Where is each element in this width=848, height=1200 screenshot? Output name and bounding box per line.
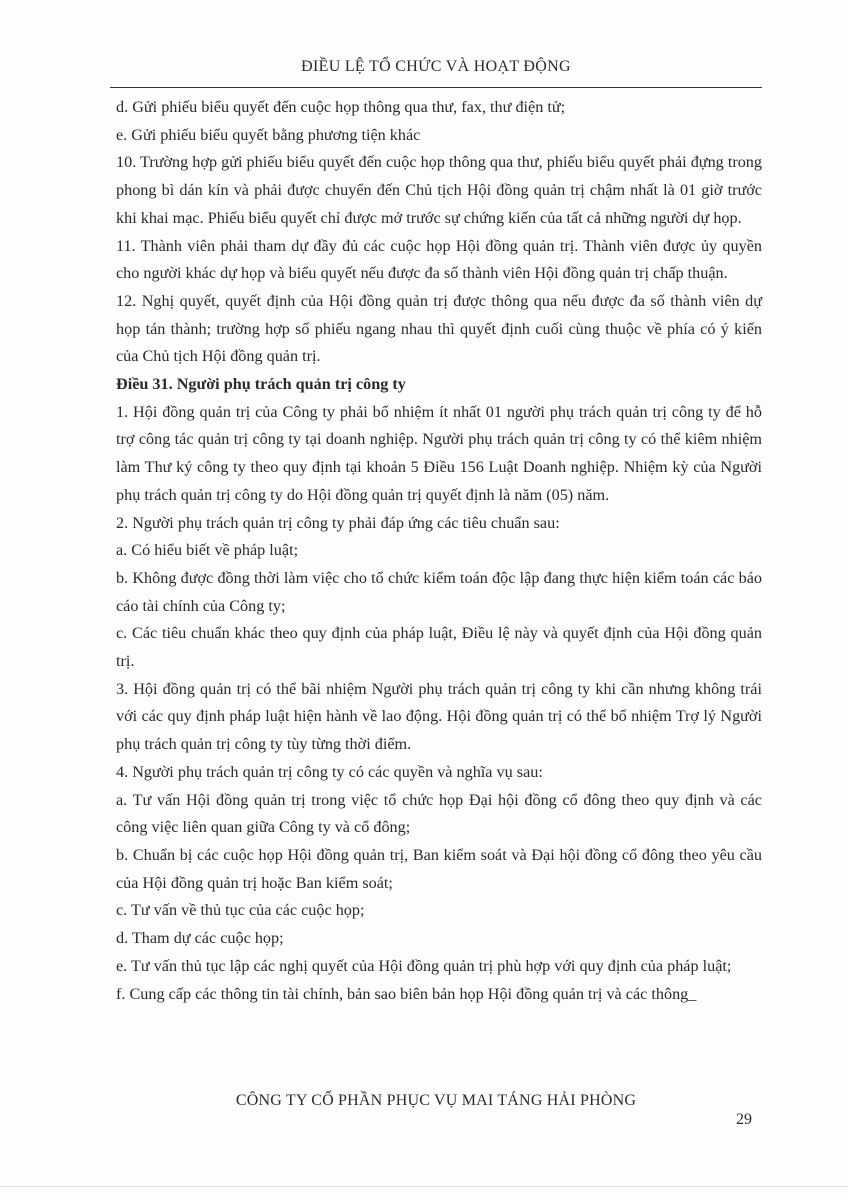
paragraph: f. Cung cấp các thông tin tài chính, bản sao biên bản họp Hội đồng quản trị và các thông_ — [116, 984, 697, 1003]
article-heading: Điều 31. Người phụ trách quản trị công ty — [116, 375, 406, 394]
paragraph: b. Không được đồng thời làm việc cho tổ chức kiểm toán độc lập đang thực hiện kiểm toán các báo cáo tài chính của Công ty; — [116, 568, 762, 615]
paragraph: a. Tư vấn Hội đồng quản trị trong việc tổ chức họp Đại hội đồng cổ đông theo quy định và các công việc liên quan giữa Công ty và cổ đông; — [116, 790, 762, 837]
paragraph: c. Các tiêu chuẩn khác theo quy định của pháp luật, Điều lệ này và quyết định của Hội đồng quản trị. — [116, 624, 762, 671]
paragraph: c. Tư vấn về thủ tục của các cuộc họp; — [116, 901, 365, 920]
paragraph: 10. Trường hợp gửi phiếu biểu quyết đến cuộc họp thông qua thư, phiếu biểu quyết phải đựng trong phong bì dán kín và phải được chuyển đến Chủ tịch Hội đồng quản trị chậm nhất là 01 giờ trước khi khai mạc. Phiếu biểu quyết chỉ được mở trước sự chứng kiến của tất cả những người dự họp. — [116, 153, 762, 227]
scan-edge — [0, 1186, 848, 1187]
paragraph: e. Gửi phiếu biểu quyết bằng phương tiện khác — [116, 125, 421, 144]
document-body — [116, 94, 762, 1008]
paragraph: d. Gửi phiếu biểu quyết đến cuộc họp thông qua thư, fax, thư điện tử; — [116, 98, 566, 116]
paragraph: e. Tư vấn thủ tục lập các nghị quyết của Hội đồng quản trị phù hợp với quy định của pháp luật; — [116, 956, 732, 975]
paragraph: d. Tham dự các cuộc họp; — [116, 929, 284, 948]
header-divider — [110, 87, 762, 88]
page-header-title: ĐIỀU LỆ TỔ CHỨC VÀ HOẠT ĐỘNG — [301, 58, 571, 75]
paragraph: 12. Nghị quyết, quyết định của Hội đồng quản trị được thông qua nếu được đa số thành viên dự họp tán thành; trường hợp số phiếu ngang nhau thì quyết định cuối cùng thuộc về phía có ý kiến của Chủ tịch Hội đồng quản trị. — [116, 291, 762, 366]
page-number: 29 — [736, 1111, 752, 1128]
paragraph: 1. Hội đồng quản trị của Công ty phải bổ nhiệm ít nhất 01 người phụ trách quản trị công ty để hỗ trợ công tác quản trị công ty tại doanh nghiệp. Người phụ trách quản trị công ty có thể kiêm nhiệm làm Thư ký công ty theo quy định tại khoản 5 Điều 156 Luật Doanh nghiệp. Nhiệm kỳ của Người phụ trách quản trị công ty do Hội đồng quản trị quyết định là năm (05) năm. — [116, 402, 762, 504]
paragraph: a. Có hiểu biết về pháp luật; — [116, 541, 299, 560]
paragraph: 4. Người phụ trách quản trị công ty có các quyền và nghĩa vụ sau: — [116, 762, 543, 781]
page-footer-company: CÔNG TY CỔ PHẦN PHỤC VỤ MAI TÁNG HẢI PHÒNG — [235, 1092, 637, 1109]
paragraph: 2. Người phụ trách quản trị công ty phải đáp ứng các tiêu chuẩn sau: — [116, 513, 560, 532]
paragraph: 3. Hội đồng quản trị có thể bãi nhiệm Người phụ trách quản trị công ty khi cần nhưng không trái với các quy định pháp luật hiện hành về lao động. Hội đồng quản trị có thể bổ nhiệm Trợ lý Người phụ trách quản trị công ty tùy từng thời điểm. — [116, 679, 762, 754]
paragraph: 11. Thành viên phải tham dự đầy đủ các cuộc họp Hội đồng quản trị. Thành viên được ủy quyền cho người khác dự họp và biểu quyết nếu được đa số thành viên Hội đồng quản trị chấp thuận. — [116, 236, 762, 283]
paragraph: b. Chuẩn bị các cuộc họp Hội đồng quản trị, Ban kiểm soát và Đại hội đồng cổ đông theo yêu cầu của Hội đồng quản trị hoặc Ban kiểm soát; — [116, 845, 762, 892]
